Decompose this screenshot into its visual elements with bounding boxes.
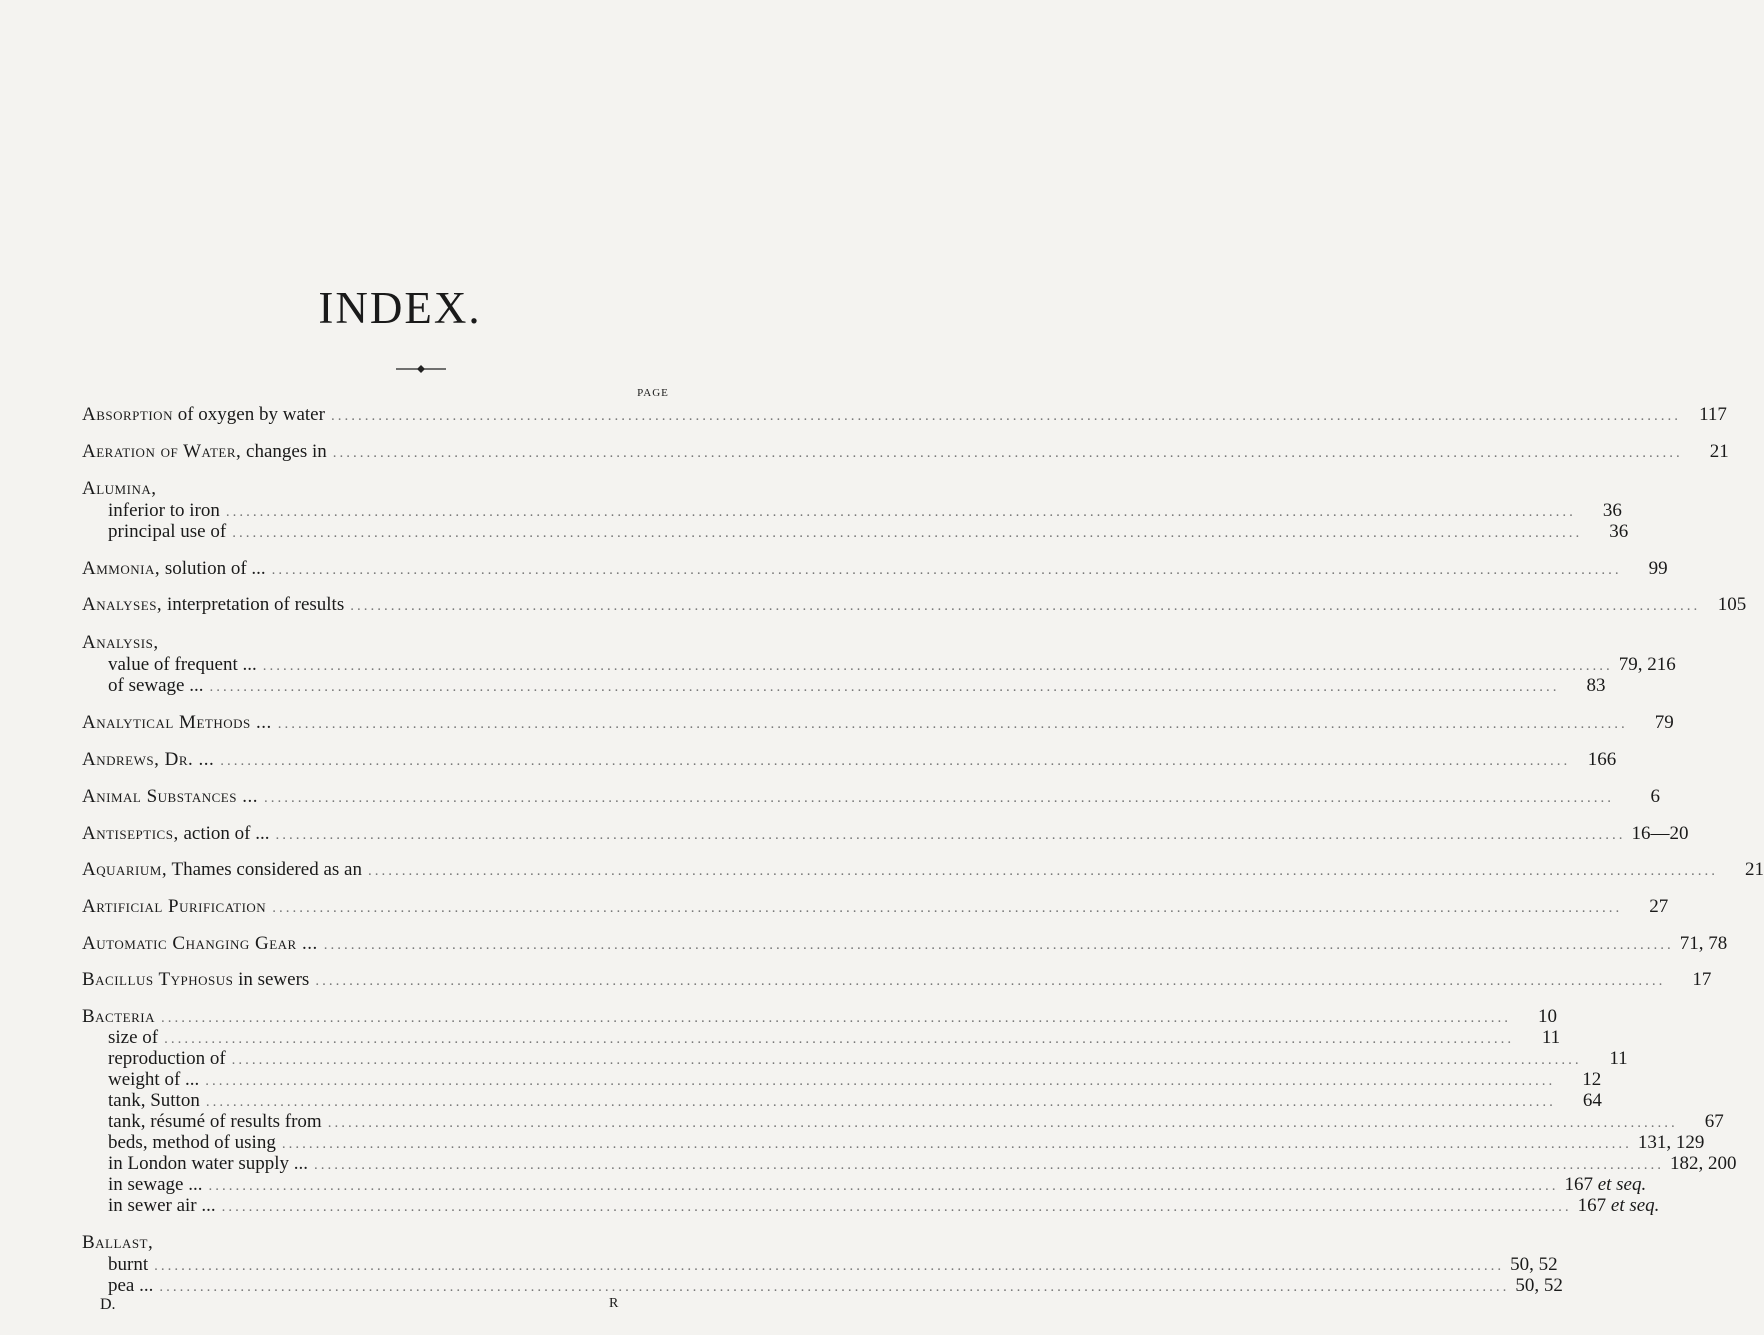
index-subentry — [108, 1048, 1628, 1071]
dot-leader: ........................................................................................................................................................................................................ — [220, 753, 1571, 769]
index-subentry — [108, 654, 1676, 677]
entry-text: in sewage ... — [108, 1174, 203, 1195]
index-subentry — [108, 675, 1606, 698]
entry-text: weight of ... — [108, 1069, 200, 1090]
page-number: 36 — [1602, 500, 1622, 521]
page-title: INDEX. — [318, 283, 482, 333]
entry-label — [82, 933, 318, 955]
entry-label — [82, 969, 309, 991]
entry-label — [108, 1048, 226, 1070]
index-subentry — [108, 1111, 1724, 1134]
index-entry — [82, 558, 1668, 581]
entry-text: of oxygen by water — [172, 404, 325, 425]
entry-text: in sewer air ... — [108, 1195, 216, 1216]
entry-label — [108, 654, 257, 676]
dot-leader: ........................................................................................................................................................................................................ — [315, 973, 1666, 989]
page-number-note: et seq. — [1592, 1174, 1647, 1195]
entry-text: reproduction of — [108, 1048, 226, 1069]
entry-heading: Analysis, — [82, 632, 159, 653]
entry-label — [82, 786, 258, 808]
page-number: 167 et seq. — [1564, 1174, 1647, 1195]
dot-leader: ........................................................................................................................................................................................................ — [350, 598, 1701, 614]
signature-mark: D. — [100, 1296, 116, 1313]
page-number-note: et seq. — [1606, 1195, 1660, 1216]
page-number: 21 — [1709, 441, 1729, 462]
page-number: 105 — [1717, 594, 1747, 615]
dot-leader: ........................................................................................................................................................................................................ — [271, 562, 1622, 578]
index-subentry — [108, 1275, 1563, 1298]
ornament-icon — [396, 364, 446, 374]
index-entry — [82, 404, 1727, 427]
dot-leader: ........................................................................................................................................................................................................ — [263, 790, 1614, 806]
index-subentry — [108, 1195, 1660, 1218]
page-column-header: PAGE — [637, 387, 669, 399]
entry-text: changes in — [241, 441, 327, 462]
page-number: 11 — [1609, 1048, 1628, 1069]
index-subentry — [108, 500, 1622, 523]
index-subentry — [108, 1027, 1561, 1050]
entry-label — [108, 1111, 322, 1133]
dot-leader: ........................................................................................................................................................................................................ — [161, 1010, 1512, 1026]
index-entry — [82, 594, 1747, 617]
dot-leader: ........................................................................................................................................................................................................ — [277, 716, 1628, 732]
entry-label — [82, 712, 272, 734]
entry-label — [82, 1006, 155, 1028]
index-entry — [82, 823, 1689, 846]
dot-leader: ........................................................................................................................................................................................................ — [272, 900, 1623, 916]
signature-letter: R — [609, 1296, 619, 1311]
dot-leader: ........................................................................................................................................................................................................ — [262, 658, 1613, 674]
entry-label — [82, 594, 344, 616]
entry-text: in London water supply ... — [108, 1153, 309, 1174]
page-number: 50, 52 — [1515, 1275, 1563, 1296]
index-entry — [82, 749, 1617, 772]
entry-heading: Antiseptics, — [82, 823, 179, 844]
entry-text: in sewers — [233, 969, 310, 990]
entry-label — [108, 1174, 202, 1196]
entry-text: Thames considered as an — [167, 859, 362, 880]
entry-text: interpretation of results — [162, 594, 345, 615]
index-entry — [82, 933, 1728, 956]
entry-label — [108, 1090, 200, 1112]
page-number: 182, 200 — [1670, 1153, 1737, 1174]
entry-label — [82, 749, 214, 771]
entry-text: of sewage ... — [108, 675, 204, 696]
dot-leader: ........................................................................................................................................................................................................ — [231, 1052, 1582, 1068]
entry-label — [82, 558, 266, 580]
dot-leader: ........................................................................................................................................................................................................ — [221, 1199, 1572, 1215]
entry-heading: Animal Substances ... — [82, 786, 258, 807]
page-number: 67 — [1704, 1111, 1724, 1132]
entry-label — [82, 896, 266, 918]
page-number: 79 — [1654, 712, 1674, 733]
dot-leader: ........................................................................................................................................................................................................ — [232, 525, 1583, 541]
entry-label — [108, 1069, 199, 1091]
entry-label — [108, 1254, 148, 1276]
entry-label — [108, 521, 226, 543]
dot-leader: ........................................................................................................................................................................................................ — [154, 1258, 1505, 1274]
entry-text: action of ... — [178, 823, 270, 844]
entry-label — [108, 1027, 158, 1049]
index-entry — [82, 859, 1764, 882]
dot-leader: ........................................................................................................................................................................................................ — [275, 827, 1626, 843]
entry-text: value of frequent ... — [108, 654, 257, 675]
index-entry — [82, 896, 1669, 919]
entry-text: principal use of — [108, 521, 227, 542]
page-number: 50, 52 — [1510, 1254, 1558, 1275]
entry-heading: Andrews, Dr. ... — [82, 749, 215, 770]
entry-label — [82, 441, 327, 463]
entry-heading: Analytical Methods ... — [82, 712, 272, 733]
dot-leader: ........................................................................................................................................................................................................ — [323, 937, 1674, 953]
page-number: 12 — [1582, 1069, 1602, 1090]
page-number: 131, 129 — [1637, 1132, 1705, 1153]
entry-heading: Bacillus Typhosus — [82, 969, 234, 990]
entry-text: tank, résumé of results from — [108, 1111, 322, 1132]
page-number: 6 — [1650, 786, 1660, 807]
dot-leader: ........................................................................................................................................................................................................ — [327, 1115, 1678, 1131]
page-number: 27 — [1649, 896, 1669, 917]
entry-label — [108, 1195, 216, 1217]
entry-heading: Analyses, — [82, 594, 163, 615]
entry-text: pea ... — [108, 1275, 154, 1296]
index-subentry — [108, 521, 1629, 544]
entry-label — [108, 1153, 308, 1175]
page-number: 99 — [1648, 558, 1668, 579]
page-number: 117 — [1699, 404, 1727, 425]
page-number: 166 — [1587, 749, 1617, 770]
entry-label — [108, 1132, 276, 1154]
index-entry — [82, 1232, 674, 1254]
index-subentry — [108, 1090, 1602, 1113]
dot-leader: ........................................................................................................................................................................................................ — [208, 1178, 1559, 1194]
dot-leader: ........................................................................................................................................................................................................ — [330, 408, 1681, 424]
index-entry — [82, 1006, 1558, 1029]
entry-text: beds, method of using — [108, 1132, 276, 1153]
page-number: 71, 78 — [1679, 933, 1728, 954]
entry-text: burnt — [108, 1254, 149, 1275]
entry-label — [108, 1275, 153, 1297]
entry-heading: Aquarium, — [82, 859, 168, 880]
entry-heading: Absorption — [82, 404, 173, 425]
entry-text: size of — [108, 1027, 159, 1048]
entry-heading: Ballast, — [82, 1232, 154, 1253]
entry-heading: Alumina, — [82, 478, 157, 499]
page-number: 11 — [1541, 1027, 1561, 1048]
entry-label — [82, 859, 362, 881]
entry-text: tank, Sutton — [108, 1090, 200, 1111]
page-number: 167 et seq. — [1577, 1195, 1660, 1216]
page-number: 21 — [1744, 859, 1764, 880]
entry-label — [82, 1232, 153, 1254]
entry-heading: Artificial Purification — [82, 896, 267, 917]
entry-text: solution of ... — [160, 558, 266, 579]
dot-leader: ........................................................................................................................................................................................................ — [332, 445, 1683, 461]
index-subentry — [108, 1153, 1737, 1176]
index-entry — [82, 969, 1712, 992]
index-subentry — [108, 1132, 1705, 1155]
entry-label — [108, 675, 204, 697]
entry-heading: Aeration of Water, — [82, 441, 242, 462]
dot-leader: ........................................................................................................................................................................................................ — [205, 1073, 1556, 1089]
page-number: 16—20 — [1631, 823, 1689, 844]
dot-leader: ........................................................................................................................................................................................................ — [281, 1136, 1632, 1152]
entry-label — [108, 500, 220, 522]
entry-heading: Bacteria — [82, 1006, 156, 1027]
dot-leader: ........................................................................................................................................................................................................ — [159, 1279, 1510, 1295]
index-entry — [82, 441, 1729, 464]
dot-leader: ........................................................................................................................................................................................................ — [225, 504, 1576, 520]
page-number: 36 — [1609, 521, 1629, 542]
entry-label — [82, 632, 159, 654]
page-number: 10 — [1538, 1006, 1558, 1027]
index-subentry — [108, 1069, 1602, 1092]
dot-leader: ........................................................................................................................................................................................................ — [164, 1031, 1515, 1047]
dot-leader: ........................................................................................................................................................................................................ — [209, 679, 1560, 695]
index-entry — [82, 712, 1674, 735]
dot-leader: ........................................................................................................................................................................................................ — [314, 1157, 1665, 1173]
page-number: 64 — [1582, 1090, 1602, 1111]
index-entry — [82, 478, 674, 500]
page-number: 17 — [1692, 969, 1712, 990]
page-number: 79, 216 — [1618, 654, 1676, 675]
entry-label — [82, 478, 156, 500]
index-subentry — [108, 1254, 1558, 1277]
dot-leader: ........................................................................................................................................................................................................ — [205, 1094, 1556, 1110]
entry-label — [82, 823, 269, 845]
entry-text: inferior to iron — [108, 500, 220, 521]
dot-leader: ........................................................................................................................................................................................................ — [367, 863, 1718, 879]
entry-label — [82, 404, 325, 426]
page-number: 83 — [1586, 675, 1606, 696]
index-entry — [82, 786, 1660, 809]
index-subentry — [108, 1174, 1647, 1197]
index-entry — [82, 632, 674, 654]
entry-heading: Automatic Changing Gear ... — [82, 933, 318, 954]
entry-heading: Ammonia, — [82, 558, 161, 579]
